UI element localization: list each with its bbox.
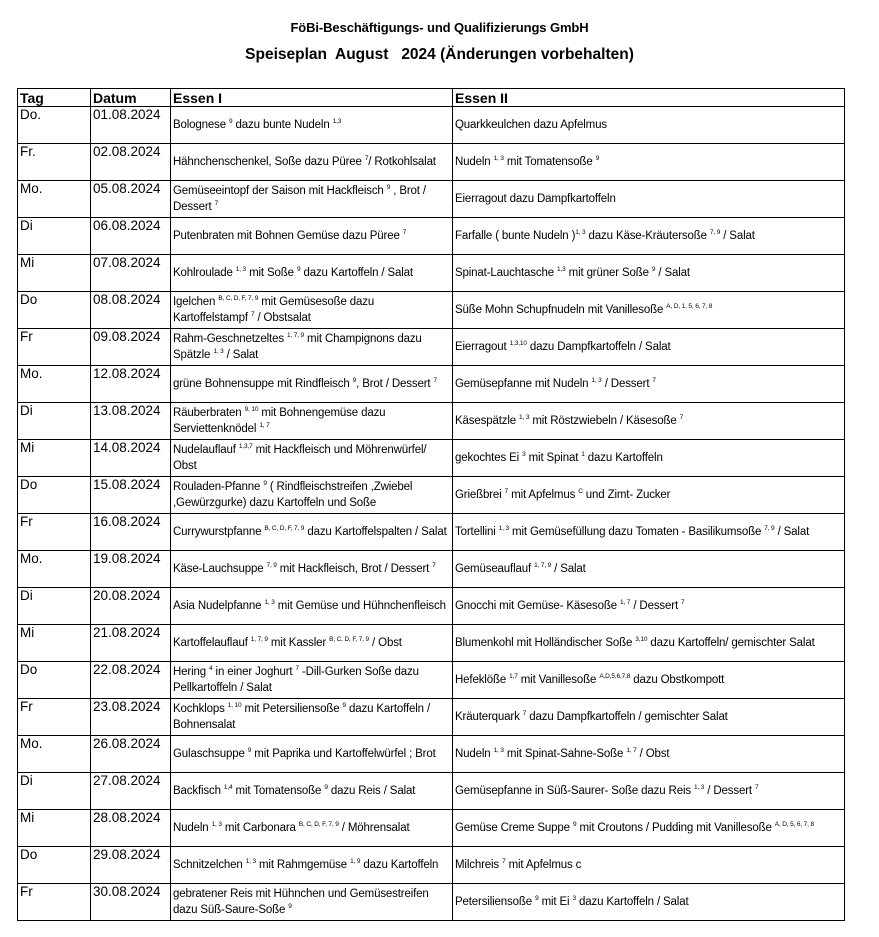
meal-1-cell [171,329,453,366]
meal-text: Putenbraten mit Bohnen Gemüse dazu Püree [173,230,403,242]
meal-2-cell [453,107,845,144]
menu-table-body [18,107,845,921]
meal-text: Quarkkeulchen dazu Apfelmus [455,119,607,131]
allergen-code: 9 [651,266,656,273]
allergen-code: 9 [386,184,391,191]
day-cell: Mi [18,810,91,847]
allergen-code: 7 [679,414,684,421]
meal-1-cell [171,514,453,551]
meal-text: Petersiliensoße [455,896,536,908]
meal-text: Gemüsepfanne in Süß-Saurer- Soße dazu Reis [455,785,695,797]
allergen-code: 7 [402,229,407,236]
date-cell: 13.08.2024 [91,403,171,440]
meal-text: Räuberbraten [173,407,245,419]
date-cell: 20.08.2024 [91,588,171,625]
day-cell: Do [18,662,91,699]
meal-2-cell [453,847,845,884]
day-cell: Fr [18,699,91,736]
day-cell: Fr [18,514,91,551]
allergen-code: 7, 9 [266,562,277,569]
allergen-code: B, C, D, F, 7, 9 [264,525,305,532]
meal-text: Kräuterquark [455,711,523,723]
table-row [18,107,845,144]
allergen-code: 1,3,7 [238,443,253,450]
meal-text: mit Gemüsesoße dazu Kartoffelstampf [173,296,375,324]
meal-1-cell [171,699,453,736]
date-cell: 12.08.2024 [91,366,171,403]
meal-1-cell [171,625,453,662]
table-row [18,662,845,699]
meal-text: Gulaschsuppe [173,748,248,760]
meal-text: / Dessert [630,600,682,612]
table-row [18,736,845,773]
meal-2-cell [453,477,845,514]
day-cell: Mi [18,625,91,662]
date-cell: 05.08.2024 [91,181,171,218]
meal-2-cell [453,144,845,181]
meal-text: mit Croutons / Pudding mit Vanillesoße [576,822,775,834]
allergen-code: 1, 7, 9 [250,636,268,643]
day-cell: Mo. [18,736,91,773]
meal-text: Spinat-Lauchtasche [455,267,557,279]
allergen-code: 1, 3 [591,377,602,384]
meal-text: / Salat [223,349,259,361]
date-cell: 01.08.2024 [91,107,171,144]
date-cell: 26.08.2024 [91,736,171,773]
meal-1-cell [171,847,453,884]
meal-text: Gemüse Creme Suppe [455,822,573,834]
meal-2-cell [453,181,845,218]
meal-text: Kohlroulade [173,267,236,279]
allergen-code: 1, 10 [227,702,242,709]
day-cell: Di [18,218,91,255]
meal-text: Tortellini [455,526,499,538]
meal-text: mit Champignons dazu Spätzle [173,333,422,361]
meal-2-cell [453,699,845,736]
allergen-code: 1, 3 [235,266,247,273]
meal-text: dazu Dampfkartoffeln / Salat [526,341,671,353]
meal-text: mit Apfelmus [508,489,579,501]
meal-text: dazu bunte Nudeln [232,119,333,131]
allergen-code: A, D, 5, 6, 7, 8 [774,821,814,828]
date-cell: 28.08.2024 [91,810,171,847]
date-cell: 14.08.2024 [91,440,171,477]
allergen-code: 7 [755,784,759,791]
table-row [18,514,845,551]
meal-text: Gemüseauflauf [455,563,535,575]
day-cell: Fr [18,329,91,366]
meal-text: mit Apfelmus c [505,859,582,871]
meal-2-cell [453,884,845,921]
allergen-code: B, C, D, F, 7, 9 [329,636,370,643]
meal-text: dazu Reis / Salat [327,785,416,797]
table-row [18,551,845,588]
day-cell: Mi [18,255,91,292]
allergen-code: 1, 9 [350,858,361,865]
meal-text: Hering [173,666,210,678]
meal-text: mit Vanillesoße [517,674,600,686]
day-cell: Di [18,588,91,625]
allergen-code: A, D, 1, 5, 6, 7, 8 [666,303,713,310]
meal-2-cell [453,588,845,625]
allergen-code: 1,3,10 [509,340,527,347]
meal-2-cell [453,292,845,329]
meal-1-cell [171,181,453,218]
meal-text: , Brot / Dessert [356,378,434,390]
allergen-code: 1, 7 [626,747,637,754]
meal-text: gebratener Reis mit Hühnchen und Gemüsestreifen dazu Süß-Saure-Soße [173,888,429,916]
allergen-code: 1, 7 [259,422,270,429]
meal-1-cell [171,403,453,440]
meal-text: mit Tomatensoße [503,156,596,168]
day-cell: Mo. [18,551,91,588]
allergen-code: 9 [229,118,233,125]
meal-2-cell [453,255,845,292]
table-row [18,477,845,514]
allergen-code: 9 [535,895,539,902]
meal-text: / Obstsalat [254,312,311,324]
allergen-code: 1,7 [509,673,518,680]
date-cell: 02.08.2024 [91,144,171,181]
day-cell: Do [18,477,91,514]
date-cell: 15.08.2024 [91,477,171,514]
allergen-code: 1, 7, 9 [286,332,304,339]
date-cell: 08.08.2024 [91,292,171,329]
meal-text: Backfisch [173,785,224,797]
meal-text: Nudelauflauf [173,444,239,456]
meal-text: dazu Kartoffeln [584,452,663,464]
meal-text: mit Kassler [267,637,330,649]
meal-text: dazu Kartoffeln / Salat [575,896,689,908]
table-row [18,403,845,440]
meal-text: dazu Kartoffeln [360,859,439,871]
allergen-code: 9 [572,821,577,828]
meal-2-cell [453,736,845,773]
meal-text: Bolognese [173,119,230,131]
allergen-code: 3 [572,895,576,902]
allergen-code: 7 [652,377,656,384]
allergen-code: 9, 10 [244,406,259,413]
table-row [18,255,845,292]
meal-text: mit Gemüsefüllung dazu Tomaten - Basilikumsoße [508,526,765,538]
meal-text: Hähnchenschenkel, Soße dazu Püree [173,156,365,168]
meal-text: Eierragout [455,341,510,353]
allergen-code: 1, 3 [519,414,530,421]
meal-text: mit Hackfleisch, Brot / Dessert [276,563,433,575]
allergen-code: 3 [522,451,526,458]
meal-text: dazu Dampfkartoffeln / gemischter Salat [526,711,728,723]
date-cell: 22.08.2024 [91,662,171,699]
allergen-code: 1,3 [557,266,566,273]
column-header-tag: Tag [18,89,91,107]
date-cell: 07.08.2024 [91,255,171,292]
meal-text: mit grüner Soße [565,267,652,279]
table-row [18,440,845,477]
meal-1-cell [171,810,453,847]
meal-2-cell [453,366,845,403]
meal-text: Grießbrei [455,489,505,501]
allergen-code: 7 [504,488,509,495]
allergen-code: 4 [209,665,213,672]
date-cell: 29.08.2024 [91,847,171,884]
meal-2-cell [453,810,845,847]
meal-text: Rouladen-Pfanne [173,481,264,493]
table-row [18,588,845,625]
meal-text: dazu Kartoffeln / Salat [300,267,413,279]
meal-text: Gemüsepfanne mit Nudeln [455,378,592,390]
allergen-code: 9 [352,377,357,384]
column-header-essen-2: Essen II [453,89,845,107]
allergen-code: 1,3 [332,118,342,125]
table-row [18,181,845,218]
column-header-essen-1: Essen I [171,89,453,107]
day-cell: Di [18,403,91,440]
meal-1-cell [171,292,453,329]
meal-text: Nudeln [173,822,212,834]
meal-1-cell [171,588,453,625]
allergen-code: 7 [295,665,299,672]
allergen-code: 1, 3 [213,348,224,355]
meal-1-cell [171,366,453,403]
meal-text: -Dill-Gurken Soße dazu Pellkartoffeln / Salat [173,666,419,694]
meal-text: dazu Kartoffelspalten / Salat [304,526,447,538]
allergen-code: 7 [522,710,527,717]
date-cell: 16.08.2024 [91,514,171,551]
meal-1-cell [171,736,453,773]
meal-text: Gnocchi mit Gemüse- Käsesoße [455,600,621,612]
allergen-code: 9 [263,480,267,487]
company-name: FöBi-Beschäftigungs- und Qualifizierungs GmbH [290,20,589,35]
meal-text: Käsespätzle [455,415,520,427]
meal-text: Schnitzelchen [173,859,246,871]
allergen-code: 1, 7 [620,599,631,606]
table-row [18,329,845,366]
meal-2-cell [453,403,845,440]
meal-2-cell [453,514,845,551]
allergen-code: 7, 9 [709,229,721,236]
table-row [18,625,845,662]
meal-1-cell [171,551,453,588]
meal-text: dazu Käse-Kräutersoße [585,230,710,242]
meal-text: Kochklops [173,703,228,715]
meal-text: / Dessert [704,785,756,797]
allergen-code: A,D,5,6,7,8 [599,673,631,680]
meal-text: mit Spinat [525,452,582,464]
date-cell: 09.08.2024 [91,329,171,366]
allergen-code: C [578,488,583,495]
allergen-code: 7 [364,155,369,162]
meal-text: Nudeln [455,156,494,168]
table-row [18,366,845,403]
page-title: Speiseplan August 2024 (Änderungen vorbehalten) [245,46,634,63]
day-cell: Fr. [18,144,91,181]
meal-text: mit Spinat-Sahne-Soße [503,748,627,760]
meal-1-cell [171,662,453,699]
day-cell: Di [18,773,91,810]
meal-1-cell [171,773,453,810]
allergen-code: 7 [502,858,506,865]
meal-1-cell [171,477,453,514]
meal-1-cell [171,144,453,181]
date-cell: 23.08.2024 [91,699,171,736]
allergen-code: 1, 3 [493,155,504,162]
meal-text: / Möhrensalat [338,822,410,834]
allergen-code: 9 [288,903,292,910]
meal-text: Süße Mohn Schupfnudeln mit Vanillesoße [455,304,667,316]
allergen-code: B, C, D, F, 7, 9 [298,821,339,828]
allergen-code: 7 [433,377,437,384]
meal-text: / Obst [636,748,670,760]
meal-text: Blumenkohl mit Holländischer Soße [455,637,636,649]
meal-text: dazu Kartoffeln/ gemischter Salat [647,637,815,649]
meal-text: mit Hackfleisch und Möhrenwürfel/ Obst [173,444,427,472]
allergen-code: 7 [250,311,255,318]
meal-2-cell [453,329,845,366]
date-cell: 21.08.2024 [91,625,171,662]
day-cell: Fr [18,884,91,921]
meal-text: Gemüseeintopf der Saison mit Hackfleisch [173,185,387,197]
allergen-code: 7, 9 [764,525,775,532]
meal-text: mit Tomatensoße [232,785,325,797]
day-cell: Mo. [18,366,91,403]
meal-text: mit Soße [246,267,297,279]
menu-table [17,88,845,921]
allergen-code: 1, 7, 9 [534,562,552,569]
meal-2-cell [453,551,845,588]
meal-2-cell [453,440,845,477]
meal-text: Asia Nudelpfanne [173,600,265,612]
allergen-code: 7 [681,599,685,606]
meal-text: Igelchen [173,296,219,308]
table-row [18,218,845,255]
allergen-code: 9 [247,747,252,754]
allergen-code: 7 [214,200,219,207]
meal-text: mit Gemüse und Hühnchenfleisch [274,600,446,612]
allergen-code: 1 [581,451,585,458]
allergen-code: 9 [296,266,301,273]
meal-2-cell [453,625,845,662]
meal-text: / Dessert [601,378,653,390]
day-cell: Mo. [18,181,91,218]
date-cell: 19.08.2024 [91,551,171,588]
meal-text: / Rotkohlsalat [368,156,436,168]
meal-text: Käse-Lauchsuppe [173,563,267,575]
day-cell: Do [18,292,91,329]
meal-text: / Obst [369,637,402,649]
allergen-code: 1, 3 [493,747,504,754]
allergen-code: 1,4 [223,784,233,791]
header-row [18,89,845,107]
meal-text: / Salat [551,563,586,575]
meal-text: Nudeln [455,748,494,760]
meal-text: dazu Obstkompott [630,674,725,686]
meal-text: , Brot / Dessert [173,185,426,213]
allergen-code: 7 [432,562,436,569]
meal-1-cell [171,107,453,144]
meal-text: mit Ei [538,896,573,908]
meal-text: Currywurstpfanne [173,526,265,538]
allergen-code: 1, 3 [575,229,586,236]
table-row [18,810,845,847]
meal-text: Farfalle ( bunte Nudeln ) [455,230,576,242]
meal-text: mit Carbonara [221,822,299,834]
date-cell: 30.08.2024 [91,884,171,921]
day-cell: Mi [18,440,91,477]
meal-text: Milchreis [455,859,503,871]
meal-text: mit Petersiliensoße [241,703,343,715]
meal-2-cell [453,773,845,810]
table-row [18,144,845,181]
allergen-code: 1, 3 [694,784,705,791]
day-cell: Do. [18,107,91,144]
table-row [18,884,845,921]
meal-text: ( Rindfleischstreifen ,Zwiebel ,Gewürzgurke) dazu Kartoffeln und Soße [173,481,413,509]
table-row [18,292,845,329]
allergen-code: 9 [595,155,600,162]
meal-text: mit Bohnengemüse dazu Serviettenknödel [173,407,386,435]
table-row [18,699,845,736]
table-row [18,847,845,884]
meal-2-cell [453,218,845,255]
meal-text: in einer Joghurt [212,666,296,678]
meal-text: gekochtes Ei [455,452,523,464]
allergen-code: 1, 3 [264,599,275,606]
meal-1-cell [171,218,453,255]
meal-1-cell [171,255,453,292]
meal-text: Hefeklöße [455,674,510,686]
meal-1-cell [171,440,453,477]
meal-text: / Salat [720,230,755,242]
allergen-code: 9 [342,702,346,709]
meal-text: und Zimt- Zucker [582,489,671,501]
meal-text: grüne Bohnensuppe mit Rindfleisch [173,378,353,390]
meal-1-cell [171,884,453,921]
meal-text: mit Rahmgemüse [255,859,351,871]
allergen-code: 3,10 [635,636,648,643]
meal-2-cell [453,662,845,699]
meal-text: mit Röstzwiebeln / Käsesoße [529,415,680,427]
date-cell: 06.08.2024 [91,218,171,255]
allergen-code: B, C, D, F, 7, 9 [218,295,259,302]
meal-text: mit Paprika und Kartoffelwürfel ; Brot [251,748,436,760]
table-row [18,773,845,810]
allergen-code: 9 [324,784,328,791]
meal-text: Eierragout dazu Dampfkartoffeln [455,193,616,205]
meal-text: dazu Kartoffeln / Bohnensalat [173,703,431,731]
allergen-code: 1, 3 [245,858,256,865]
date-cell: 27.08.2024 [91,773,171,810]
column-header-datum: Datum [91,89,171,107]
meal-text: Kartoffelauflauf [173,637,251,649]
day-cell: Do [18,847,91,884]
meal-text: / Salat [774,526,810,538]
allergen-code: 1, 3 [211,821,222,828]
allergen-code: 1, 3 [498,525,509,532]
meal-text: / Salat [655,267,690,279]
meal-text: Rahm-Geschnetzeltes [173,333,287,345]
